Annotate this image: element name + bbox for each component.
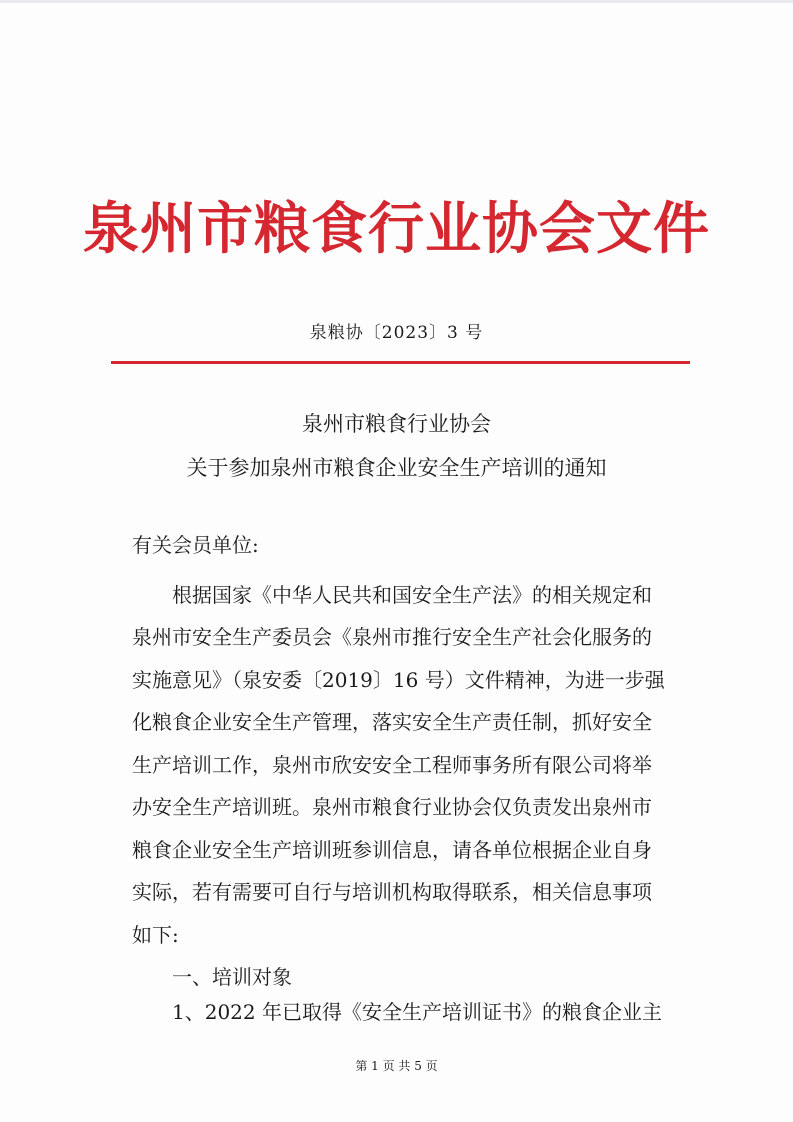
letterhead-title: 泉州市粮食行业协会文件 [83,197,710,262]
body-line: 实施意见》（泉安委〔2019〕16 号）文件精神，为进一步强 [132,668,665,692]
notice-title-line-2: 关于参加泉州市粮食企业安全生产培训的通知 [186,456,607,480]
page-number-footer: 第 1 页 共 5 页 [355,1059,438,1073]
section-item-1: 1、2022 年已取得《安全生产培训证书》的粮食企业主 [172,1000,662,1024]
page-top-edge [0,0,793,3]
letterhead-red-rule [111,361,690,364]
salutation: 有关会员单位: [132,533,259,557]
body-line: 化粮食企业安全生产管理，落实安全生产责任制，抓好安全 [132,710,652,734]
body-line: 根据国家《中华人民共和国安全生产法》的相关规定和 [172,583,652,607]
body-line: 泉州市安全生产委员会《泉州市推行安全生产社会化服务的 [132,625,652,649]
document-number: 泉粮协〔2023〕3 号 [309,323,484,343]
body-line: 粮食企业安全生产培训班参训信息，请各单位根据企业自身 [132,838,652,862]
body-line: 办安全生产培训班。泉州市粮食行业协会仅负责发出泉州市 [132,795,652,819]
body-line: 生产培训工作，泉州市欣安安全工程师事务所有限公司将举 [132,753,652,777]
notice-title-line-1: 泉州市粮食行业协会 [302,412,491,436]
body-line: 如下: [132,923,179,947]
body-line: 实际，若有需要可自行与培训机构取得联系，相关信息事项 [132,880,652,904]
section-heading-training-target: 一、培训对象 [172,965,292,989]
